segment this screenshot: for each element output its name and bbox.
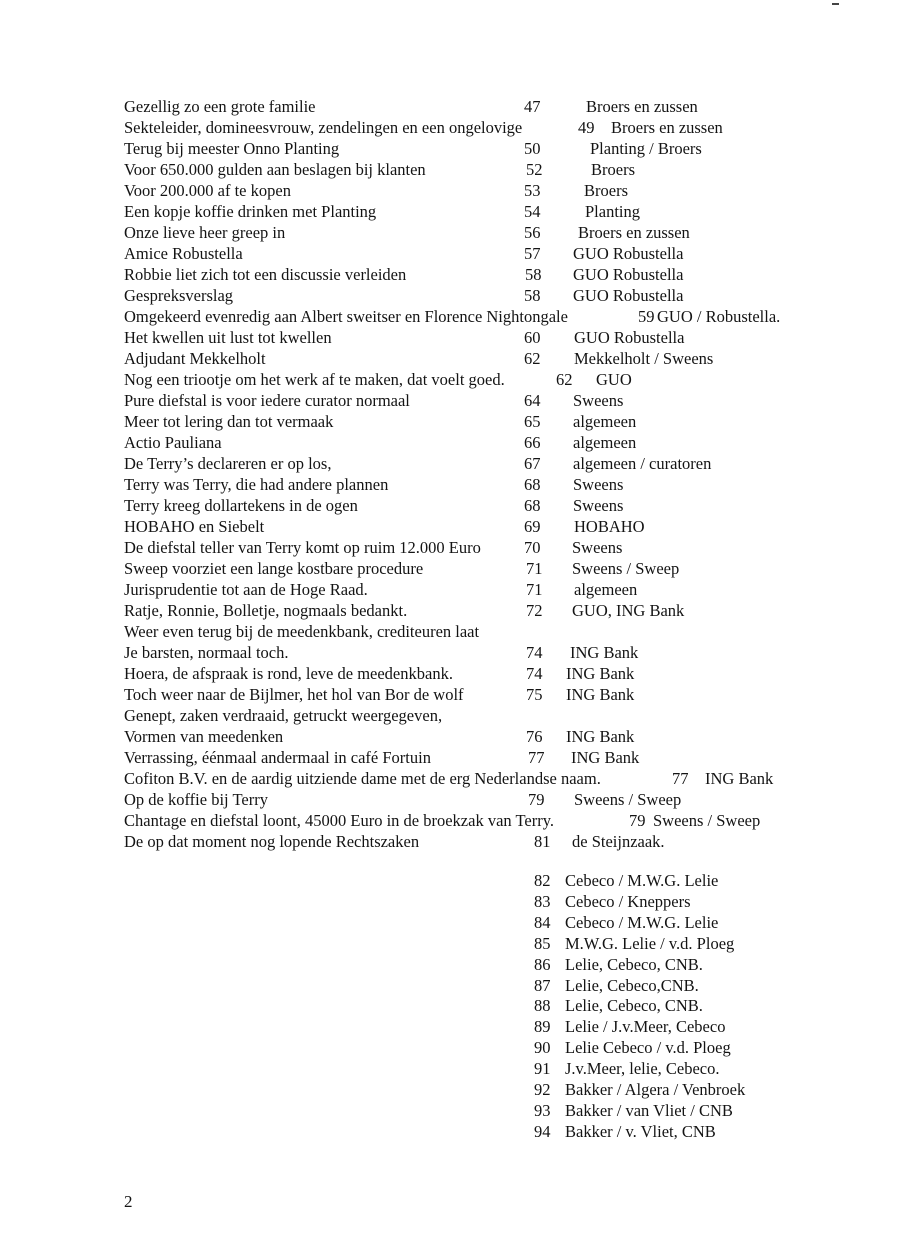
entry-page: 75 — [526, 685, 543, 704]
entry-page: 54 — [524, 202, 541, 221]
entry-subject: ING Bank — [566, 664, 635, 683]
entry-page: 62 — [524, 349, 541, 368]
toc-entry — [0, 390, 900, 411]
entry-page: 74 — [526, 643, 543, 662]
entry-page: 58 — [525, 265, 542, 284]
case-entry — [0, 912, 900, 933]
toc-entry — [0, 285, 900, 306]
entry-page: 71 — [526, 580, 543, 599]
entry-page: 65 — [524, 412, 541, 431]
entry-page: 67 — [524, 454, 541, 473]
entry-page: 72 — [526, 601, 543, 620]
case-entry — [0, 1016, 900, 1037]
toc-entry — [0, 537, 900, 558]
toc-entry — [0, 831, 900, 852]
scan-speck — [832, 3, 839, 5]
case-entry — [0, 975, 900, 996]
entry-title: Een kopje koffie drinken met Planting — [124, 202, 377, 221]
entry-subject: ING Bank — [570, 643, 639, 662]
entry-subject: de Steijnzaak. — [572, 832, 665, 851]
toc-entry — [0, 222, 900, 243]
entry-subject: GUO — [596, 370, 632, 389]
entry-subject: Broers en zussen — [611, 118, 723, 137]
toc-entry — [0, 411, 900, 432]
toc-entry — [0, 747, 900, 768]
entry-subject: GUO Robustella — [573, 286, 684, 305]
entry-title: Ratje, Ronnie, Bolletje, nogmaals bedankt. — [124, 601, 408, 620]
toc-entry — [0, 264, 900, 285]
toc-entry — [0, 579, 900, 600]
entry-title: De diefstal teller van Terry komt op ruim 12.000 Euro — [124, 538, 481, 557]
case-subject: Bakker / van Vliet / CNB — [565, 1100, 733, 1120]
entry-subject: GUO Robustella — [574, 328, 685, 347]
toc-entry — [0, 600, 900, 621]
entry-title: De op dat moment nog lopende Rechtszaken — [124, 832, 420, 851]
toc-entry — [0, 789, 900, 810]
entry-title: Robbie liet zich tot een discussie verleiden — [124, 265, 407, 284]
case-page: 94 — [534, 1121, 551, 1141]
entry-page: 68 — [524, 475, 541, 494]
entry-page: 57 — [524, 244, 541, 263]
entry-subject: Sweens / Sweep — [572, 559, 680, 578]
entry-title: Terry kreeg dollartekens in de ogen — [124, 496, 358, 515]
entry-subject: algemeen — [573, 412, 637, 431]
entry-title: Weer even terug bij de meedenkbank, crediteuren laat — [124, 622, 480, 641]
case-subject: Lelie / J.v.Meer, Cebeco — [565, 1017, 726, 1037]
entry-title: Gespreksverslag — [124, 286, 234, 305]
case-page: 84 — [534, 912, 551, 932]
entry-page: 59 — [638, 307, 655, 326]
entry-page: 68 — [524, 496, 541, 515]
entry-page: 47 — [524, 97, 541, 116]
case-subject: Bakker / v. Vliet, CNB — [565, 1121, 716, 1141]
entry-page: 52 — [526, 160, 543, 179]
case-subject: Lelie, Cebeco, CNB. — [565, 954, 703, 974]
entry-title: Vormen van meedenken — [124, 727, 284, 746]
case-page: 86 — [534, 954, 551, 974]
entry-title: Voor 200.000 af te kopen — [124, 181, 291, 200]
case-page: 92 — [534, 1080, 551, 1099]
case-entry — [0, 1079, 900, 1100]
toc-entry — [0, 705, 900, 726]
page-number: 2 — [124, 1192, 133, 1211]
entry-title: Gezellig zo een grote familie — [124, 97, 316, 116]
entry-page: 79 — [629, 811, 646, 830]
entry-page: 79 — [528, 790, 545, 809]
entry-subject: Broers en zussen — [586, 97, 698, 116]
entry-subject: HOBAHO — [574, 517, 645, 536]
entry-title: Genept, zaken verdraaid, getruckt weergegeven, — [124, 706, 443, 725]
entry-subject: Sweens — [572, 538, 623, 557]
case-page: 82 — [534, 871, 551, 890]
toc-entry — [0, 369, 900, 390]
entry-title: Adjudant Mekkelholt — [124, 349, 266, 368]
entry-page: 71 — [526, 559, 543, 578]
toc-entry — [0, 453, 900, 474]
entry-title: Onze lieve heer greep in — [124, 223, 286, 242]
toc-entry — [0, 642, 900, 663]
toc-entry — [0, 432, 900, 453]
toc-entry — [0, 243, 900, 264]
entry-title: Sekteleider, domineesvrouw, zendelingen en een ongelovige — [124, 118, 523, 137]
entry-subject: Sweens — [573, 391, 624, 410]
entry-subject: ING Bank — [571, 748, 640, 767]
case-page: 91 — [534, 1059, 551, 1079]
case-page: 87 — [534, 975, 551, 995]
entry-page: 60 — [524, 328, 541, 347]
case-entry — [0, 891, 900, 912]
case-page: 83 — [534, 891, 551, 911]
entry-subject: algemeen / curatoren — [573, 454, 712, 473]
entry-title: Chantage en diefstal loont, 45000 Euro in de broekzak van Terry. — [124, 811, 555, 830]
toc-entry — [0, 474, 900, 495]
entry-page: 64 — [524, 391, 541, 410]
case-entry — [0, 870, 900, 891]
entry-page: 69 — [524, 517, 541, 536]
entry-subject: Broers — [584, 181, 628, 200]
toc-entry — [0, 159, 900, 180]
entry-page: 58 — [524, 286, 541, 305]
entry-subject: Broers en zussen — [578, 223, 690, 242]
toc-entry — [0, 180, 900, 201]
entry-subject: Sweens / Sweep — [574, 790, 682, 809]
entry-page: 70 — [524, 538, 541, 557]
toc-entry — [0, 621, 900, 642]
case-entry — [0, 1058, 900, 1079]
entry-subject: GUO Robustella — [573, 265, 684, 284]
entry-title: Op de koffie bij Terry — [124, 790, 268, 809]
toc-entry — [0, 348, 900, 369]
case-page: 93 — [534, 1100, 551, 1120]
toc-entry — [0, 138, 900, 159]
entry-title: Het kwellen uit lust tot kwellen — [124, 328, 332, 347]
entry-title: Jurisprudentie tot aan de Hoge Raad. — [124, 580, 368, 599]
case-entry — [0, 1100, 900, 1121]
entry-title: Actio Pauliana — [124, 433, 222, 452]
toc-entry — [0, 726, 900, 747]
case-entry — [0, 1121, 900, 1142]
entry-subject: ING Bank — [705, 769, 774, 788]
entry-page: 81 — [534, 832, 551, 851]
case-page: 88 — [534, 996, 551, 1016]
case-subject: Bakker / Algera / Venbroek — [565, 1080, 746, 1099]
toc-entry — [0, 663, 900, 684]
entry-subject: GUO Robustella — [573, 244, 684, 263]
entry-title: Sweep voorziet een lange kostbare procedure — [124, 559, 424, 578]
toc-entry — [0, 558, 900, 579]
entry-page: 76 — [526, 727, 543, 746]
entry-subject: algemeen — [574, 580, 638, 599]
entry-title: Meer tot lering dan tot vermaak — [124, 412, 334, 431]
entry-page: 49 — [578, 118, 595, 137]
entry-title: Terry was Terry, die had andere plannen — [124, 475, 389, 494]
entry-page: 77 — [528, 748, 545, 767]
entry-page: 66 — [524, 433, 541, 452]
toc-entry — [0, 327, 900, 348]
entry-subject: Mekkelholt / Sweens — [574, 349, 714, 368]
toc-entry — [0, 96, 900, 117]
case-page: 89 — [534, 1017, 551, 1037]
case-subject: M.W.G. Lelie / v.d. Ploeg — [565, 933, 735, 953]
entry-subject: Broers — [591, 160, 635, 179]
entry-title: De Terry’s declareren er op los, — [124, 454, 332, 473]
entry-title: HOBAHO en Siebelt — [124, 517, 265, 536]
toc-entry — [0, 306, 900, 327]
entry-title: Verrassing, éénmaal andermaal in café Fortuin — [124, 748, 431, 767]
entry-title: Nog een triootje om het werk af te maken, dat voelt goed. — [124, 370, 505, 389]
case-entry — [0, 933, 900, 954]
case-entry — [0, 1037, 900, 1058]
entry-page: 74 — [526, 664, 543, 683]
entry-subject: GUO / Robustella. — [657, 307, 781, 326]
entry-subject: Sweens / Sweep — [653, 811, 761, 830]
case-entry — [0, 995, 900, 1016]
entry-title: Toch weer naar de Bijlmer, het hol van Bor de wolf — [124, 685, 464, 704]
entry-title: Je barsten, normaal toch. — [124, 643, 289, 662]
toc-entry — [0, 201, 900, 222]
case-subject: Cebeco / Kneppers — [565, 891, 691, 911]
entry-subject: Planting / Broers — [590, 139, 702, 158]
toc-entry — [0, 768, 900, 789]
toc-entry — [0, 684, 900, 705]
entry-title: Omgekeerd evenredig aan Albert sweitser en Florence Nightongale — [124, 307, 568, 326]
case-subject: Lelie Cebeco / v.d. Ploeg — [565, 1038, 731, 1058]
entry-subject: GUO, ING Bank — [572, 601, 685, 620]
case-subject: J.v.Meer, lelie, Cebeco. — [565, 1059, 720, 1079]
case-subject: Lelie, Cebeco,CNB. — [565, 975, 699, 995]
toc-entry — [0, 810, 900, 831]
entry-title: Terug bij meester Onno Planting — [124, 139, 340, 158]
toc-entry — [0, 516, 900, 537]
entry-subject: Sweens — [573, 475, 624, 494]
entry-page: 62 — [556, 370, 573, 389]
case-subject: Cebeco / M.W.G. Lelie — [565, 912, 719, 932]
case-page: 85 — [534, 933, 551, 953]
entry-subject: ING Bank — [566, 685, 635, 704]
case-subject: Lelie, Cebeco, CNB. — [565, 996, 703, 1016]
entry-subject: Planting — [585, 202, 641, 221]
entry-page: 53 — [524, 181, 541, 200]
entry-page: 77 — [672, 769, 689, 788]
entry-title: Hoera, de afspraak is rond, leve de meedenkbank. — [124, 664, 453, 683]
case-page: 90 — [534, 1038, 551, 1058]
case-subject: Cebeco / M.W.G. Lelie — [565, 871, 719, 890]
case-entry — [0, 954, 900, 975]
toc-entry — [0, 117, 900, 138]
entry-title: Cofiton B.V. en de aardig uitziende dame met de erg Nederlandse naam. — [124, 769, 601, 788]
entry-page: 50 — [524, 139, 541, 158]
entry-page: 56 — [524, 223, 541, 242]
entry-subject: ING Bank — [566, 727, 635, 746]
entry-subject: algemeen — [573, 433, 637, 452]
entry-title: Pure diefstal is voor iedere curator normaal — [124, 391, 410, 410]
entry-title: Amice Robustella — [124, 244, 243, 263]
toc-entry — [0, 495, 900, 516]
entry-subject: Sweens — [573, 496, 624, 515]
entry-title: Voor 650.000 gulden aan beslagen bij klanten — [124, 160, 426, 179]
